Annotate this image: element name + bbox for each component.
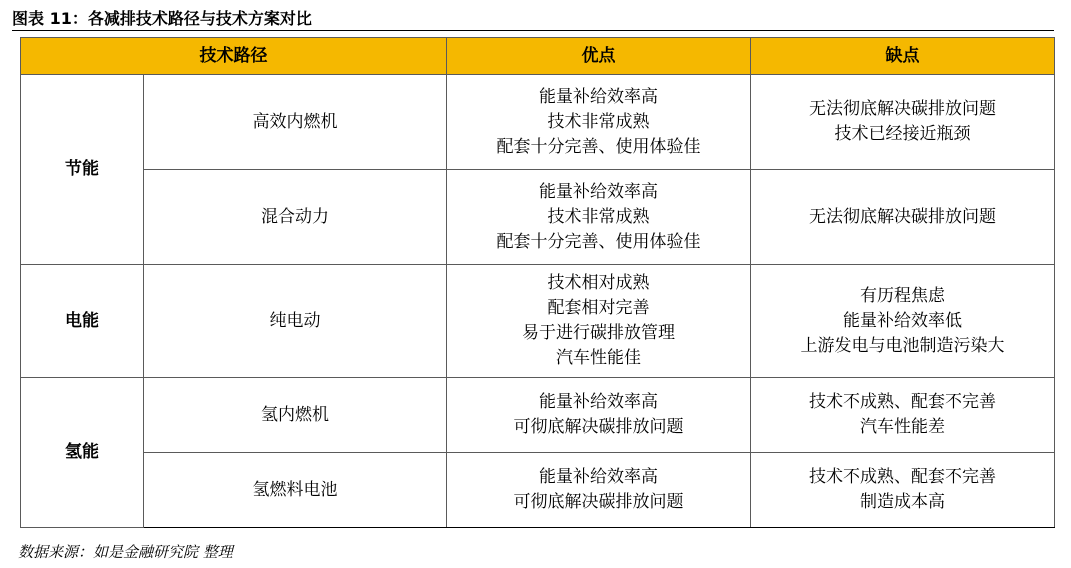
- cons-cell: [751, 265, 1055, 378]
- pros-line: 技术非常成熟: [547, 206, 650, 227]
- table-row: [21, 453, 1055, 528]
- pros-line: 可彻底解决碳排放问题: [513, 417, 684, 437]
- pros-cell: [447, 170, 751, 265]
- cons-line: 技术不成熟、配套不完善: [809, 467, 996, 487]
- pros-line: 能量补给效率高: [539, 86, 658, 107]
- pros-line: 技术相对成熟: [547, 273, 650, 293]
- category-cell: 节能: [21, 75, 144, 265]
- table-row: [21, 378, 1055, 453]
- table-row: [21, 170, 1055, 265]
- pros-line: 可彻底解决碳排放问题: [513, 492, 684, 512]
- cons-line: 无法彻底解决碳排放问题: [809, 99, 996, 119]
- cons-line: 汽车性能差: [860, 417, 945, 437]
- tech-cell: 高效内燃机: [144, 75, 447, 170]
- pros-line: 汽车性能佳: [556, 348, 641, 368]
- cons-line: 上游发电与电池制造污染大: [800, 335, 1005, 356]
- figure-title: 图表 11：各减排技术路径与技术方案对比: [12, 9, 312, 28]
- pros-cell: [447, 453, 751, 528]
- pros-line: 能量补给效率高: [539, 181, 658, 202]
- pros-line: 配套十分完善、使用体验佳: [496, 231, 701, 252]
- table-row: [21, 75, 1055, 170]
- cons-cell: [751, 170, 1055, 265]
- cons-cell: [751, 75, 1055, 170]
- pros-cell: [447, 75, 751, 170]
- pros-line: 技术非常成熟: [547, 111, 650, 132]
- tech-cell: 氢内燃机: [144, 378, 447, 453]
- comparison-table: [20, 37, 1055, 528]
- tech-cell: 氢燃料电池: [144, 453, 447, 528]
- cons-line: 技术已经接近瓶颈: [834, 124, 971, 144]
- table-row: [21, 265, 1055, 378]
- source-note: 数据来源：如是金融研究院 整理: [18, 543, 233, 561]
- pros-cell: [447, 378, 751, 453]
- cons-line: 无法彻底解决碳排放问题: [809, 206, 996, 227]
- category-cell: 氢能: [21, 378, 144, 528]
- pros-cell: [447, 265, 751, 378]
- cons-line: 技术不成熟、配套不完善: [809, 392, 996, 412]
- cons-line: 制造成本高: [860, 492, 945, 512]
- category-cell: 电能: [21, 265, 144, 378]
- cons-line: 能量补给效率低: [843, 310, 962, 331]
- cons-cell: [751, 378, 1055, 453]
- tech-cell: 纯电动: [144, 265, 447, 378]
- cons-cell: [751, 453, 1055, 528]
- pros-line: 配套相对完善: [547, 298, 650, 318]
- title-divider: [12, 30, 1054, 31]
- pros-line: 易于进行碳排放管理: [522, 323, 675, 343]
- pros-line: 配套十分完善、使用体验佳: [496, 136, 701, 157]
- table-header-row: [21, 38, 1055, 75]
- pros-line: 能量补给效率高: [539, 392, 658, 412]
- cons-line: 有历程焦虑: [860, 285, 945, 306]
- header-cons: 缺点: [751, 38, 1055, 75]
- pros-line: 能量补给效率高: [539, 467, 658, 487]
- header-pros: 优点: [447, 38, 751, 75]
- header-route: 技术路径: [21, 38, 447, 75]
- tech-cell: 混合动力: [144, 170, 447, 265]
